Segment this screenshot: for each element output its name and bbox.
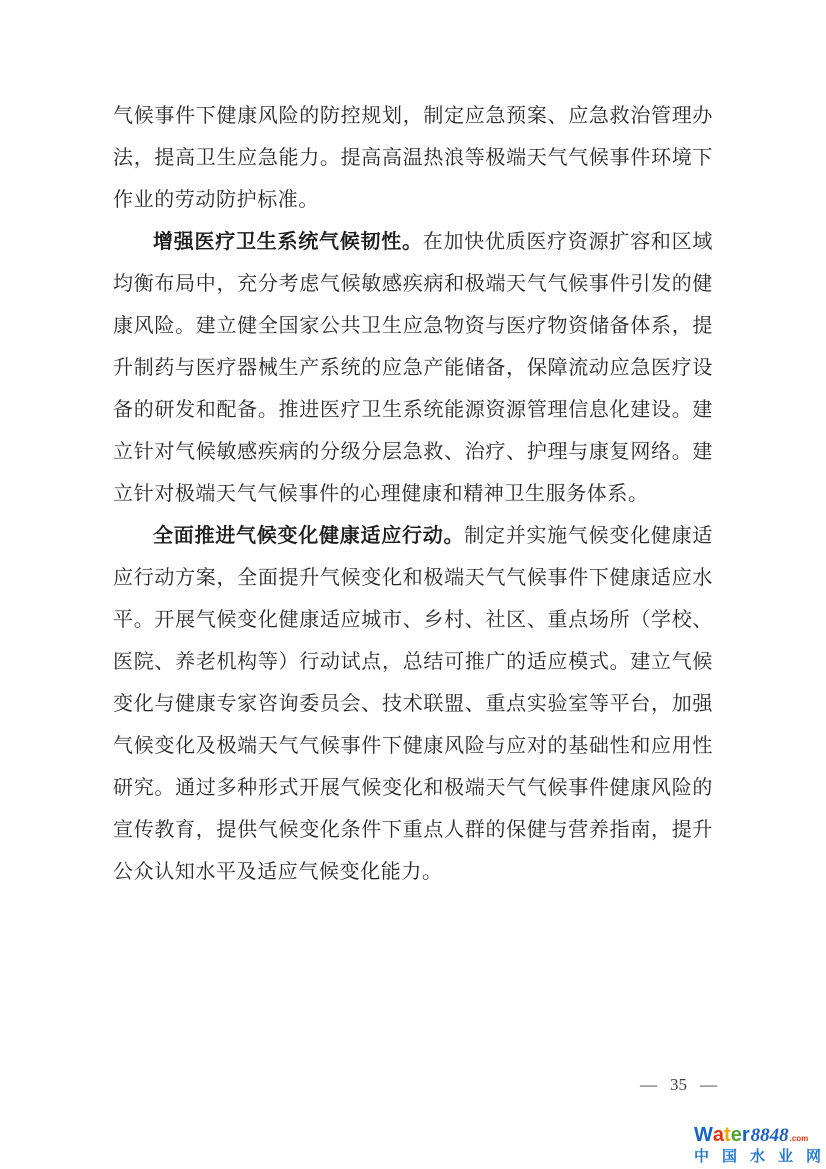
page-number-value: 35 bbox=[670, 1075, 687, 1094]
logo-letter: t bbox=[724, 1124, 731, 1146]
logo-chinese-char: 网 bbox=[805, 1148, 821, 1165]
logo-chinese-char: 中 bbox=[694, 1148, 710, 1165]
logo-chinese-name bbox=[694, 1149, 821, 1164]
paragraph-lead-heading: 全面推进气候变化健康适应行动。 bbox=[153, 525, 465, 547]
water8848-logo bbox=[694, 1125, 821, 1164]
paragraph-health-adaptation-action bbox=[113, 515, 713, 893]
paragraph-continuation bbox=[113, 95, 713, 221]
logo-top-row bbox=[694, 1125, 821, 1145]
body-text bbox=[113, 95, 713, 893]
logo-chinese-char: 水 bbox=[749, 1148, 765, 1165]
logo-letter: e bbox=[730, 1124, 742, 1146]
paragraph-text: 制定并实施气候变化健康适应行动方案，全面提升气候变化和极端天气气候事件下健康适应水平。开展气候变化健康适应城市、乡村、社区、重点场所（学校、医院、养老机构等）行动试点，总结可推广的适应模式。建立气候变化与健康专家咨询委员会、技术联盟、重点实验室等平台，加强气候变化及极端天气气候事件下健康风险与应对的基础性和应用性研究。通过多种形式开展气候变化和极端天气气候事件健康风险的宣传教育，提供气候变化条件下重点人群的保健与营养指南，提升公众认知水平及适应气候变化能力。 bbox=[113, 525, 714, 883]
logo-chinese-char: 国 bbox=[721, 1148, 737, 1165]
logo-water-word bbox=[694, 1125, 750, 1145]
logo-letter: a bbox=[712, 1124, 725, 1146]
paragraph-text: 在加快优质医疗资源扩容和区域均衡布局中，充分考虑气候敏感疾病和极端天气气候事件引发的健康风险。建立健全国家公共卫生应急物资与医疗物资储备体系，提升制药与医疗器械生产系统的应急产能储备，保障流动应急医疗设备的研发和配备。推进医疗卫生系统能源资源管理信息化建设。建立针对气候敏感疾病的分级分层急救、治疗、护理与康复网络。建立针对极端天气气候事件的心理健康和精神卫生服务体系。 bbox=[113, 231, 713, 505]
logo-letter: W bbox=[694, 1124, 713, 1146]
page-number-dash-right: — bbox=[700, 1075, 717, 1094]
paragraph-lead-heading: 增强医疗卫生系统气候韧性。 bbox=[153, 231, 423, 253]
page-number-dash-left: — bbox=[640, 1075, 657, 1094]
page-number bbox=[640, 1075, 717, 1095]
paragraph-medical-resilience bbox=[113, 221, 713, 515]
paragraph-text: 气候事件下健康风险的防控规划，制定应急预案、应急救治管理办法，提高卫生应急能力。提高高温热浪等极端天气气候事件环境下作业的劳动防护标准。 bbox=[113, 105, 713, 211]
logo-com-tld: .com bbox=[789, 1134, 809, 1143]
logo-letter: r bbox=[741, 1124, 750, 1146]
logo-8848: 8848 bbox=[750, 1125, 789, 1146]
logo-chinese-char: 业 bbox=[777, 1148, 793, 1165]
